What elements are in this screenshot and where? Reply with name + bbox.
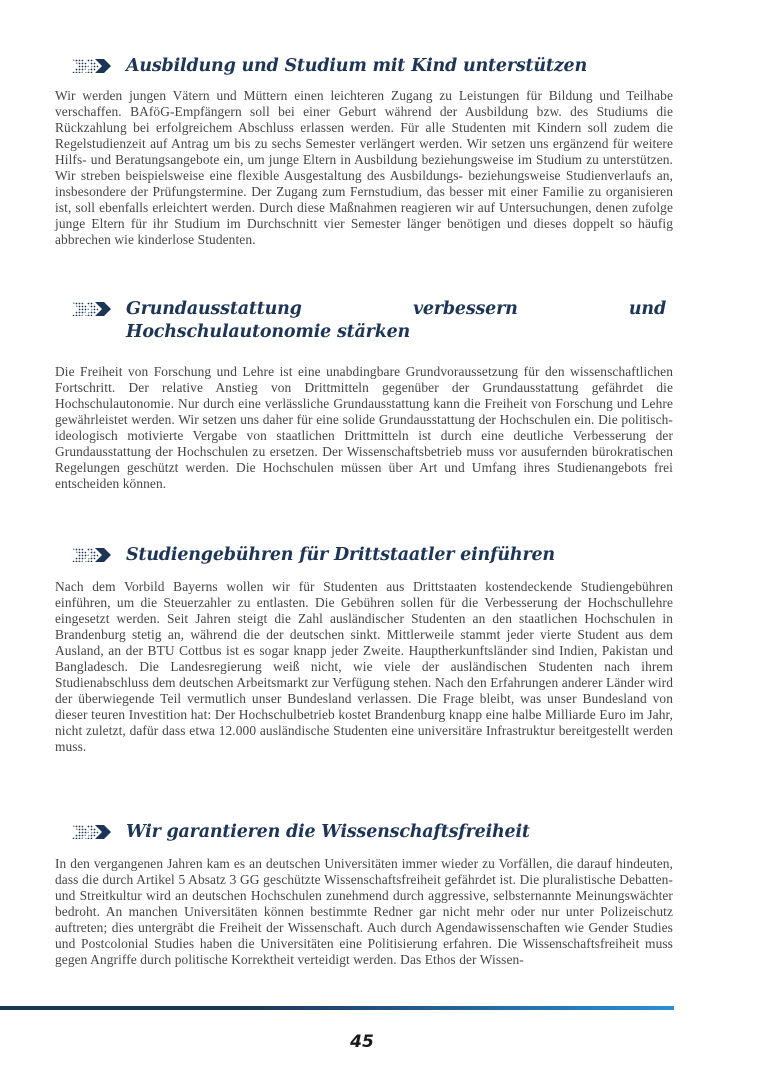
chevron-arrows-icon bbox=[72, 825, 112, 839]
chevron-arrows-icon bbox=[72, 548, 112, 562]
section-body-text: Nach dem Vorbild Bayerns wollen wir für Studenten aus Drittstaaten kostendeckende Studiengebühren einführen, um die Steuerzahler zu entlasten. Die Gebühren sollen für die Verbesserung der Hochschullehre eingesetzt werden. Seit Jahren steigt die Zahl ausländischer Studenten an den staatlichen Hochschulen in Brandenburg stetig an, während die der deutschen sinkt. Mittlerweile stammt jeder vierte Student aus dem Ausland, an der BTU Cottbus ist es sogar knapp jeder Zweite. Hauptherkunftsländer sind Indien, Pakistan und Bangladesch. Die Landesregierung weiß nicht, wie viele der ausländischen Studenten nach ihrem Studienabschluss dem deutschen Arbeitsmarkt zur Verfügung stehen. Nach den Erfahrungen anderer Länder wird der überwiegende Teil vermutlich unser Bundesland verlassen. Die Frage bleibt, was unser Bundesland von dieser teuren Investition hat: Der Hochschulbetrieb kostet Brandenburg knapp eine halbe Milliarde Euro im Jahr, nicht zuletzt, dafür dass etwa 12.000 ausländische Studenten eine universitäre Infrastruktur bereitgestellt werden muss. bbox=[55, 579, 673, 755]
section-heading bbox=[55, 544, 673, 567]
section-title: Wir garantieren die Wissenschaftsfreiheit bbox=[126, 822, 530, 842]
section-body-text: Die Freiheit von Forschung und Lehre ist eine unabdingbare Grundvoraussetzung für den wissenschaftlichen Fortschritt. Der relative Anstieg von Drittmitteln gegenüber der Grundausstattung gefährdet die Hochschulautonomie. Nur durch eine verlässliche Grundausstattung kann die Freiheit von Forschung und Lehre gewährleistet werden. Wir setzen uns daher für eine solide Grundausstattung der Hochschulen ein. Die politisch-ideologisch motivierte Vergabe von staatlichen Drittmitteln ist durch eine deutliche Verbesserung der Grundausstattung der Hochschulen zu ersetzen. Der Wissenschaftsbetrieb muss vor ausufernden bürokratischen Regelungen geschützt werden. Die Hochschulen müssen über Art und Umfang ihres Studienangebots frei entscheiden können. bbox=[55, 364, 673, 492]
section-grundausstattung bbox=[55, 298, 673, 492]
footer-rule bbox=[0, 1006, 674, 1010]
section-heading bbox=[55, 298, 673, 344]
section-title: Studiengebühren für Drittstaatler einführen bbox=[126, 545, 555, 565]
page-number: 45 bbox=[350, 1032, 374, 1052]
chevron-arrows-icon bbox=[72, 302, 112, 316]
section-heading bbox=[55, 821, 673, 844]
chevron-arrows-icon bbox=[72, 59, 112, 73]
section-ausbildung-studium bbox=[55, 55, 673, 248]
section-studiengebuehren bbox=[55, 544, 673, 756]
section-title: Grundausstattung verbessern und Hochschulautonomie stärken bbox=[126, 299, 666, 342]
section-heading bbox=[55, 55, 673, 78]
section-title: Ausbildung und Studium mit Kind unterstützen bbox=[126, 56, 588, 76]
section-body-text: Wir werden jungen Vätern und Müttern einen leichteren Zugang zu Leistungen für Bildung und Teilhabe verschaffen. BAföG-Empfängern soll bei einer Geburt während der Ausbildung bzw. des Studiums die Rückzahlung bei erfolgreichem Abschluss erlassen werden. Für alle Studenten mit Kindern soll zudem die Regelstudienzeit auf Antrag um bis zu sechs Semester verlängert werden. Wir setzen uns ergänzend für weitere Hilfs- und Beratungsangebote ein, um junge Eltern in Ausbildung beziehungsweise im Studium zu unterstützen. Wir streben beispielsweise eine flexible Ausgestaltung des Ausbildungs- beziehungsweise Studienverlaufs an, insbesondere der Prüfungstermine. Der Zugang zum Fernstudium, das besser mit einer Familie zu organisieren ist, soll ebenfalls erleichtert werden. Durch diese Maßnahmen reagieren wir auf Untersuchungen, denen zufolge junge Eltern für ihr Studium im Durchschnitt vier Semester länger benötigen und dieses doppelt so häufig abbrechen wie kinderlose Studenten. bbox=[55, 88, 673, 248]
section-body-text: In den vergangenen Jahren kam es an deutschen Universitäten immer wieder zu Vorfällen, die darauf hindeuten, dass die durch Artikel 5 Absatz 3 GG geschützte Wissenschaftsfreiheit gefährdet ist. Die pluralistische Debatten- und Streitkultur wird an deutschen Hochschulen zunehmend durch aggressive, selbsternannte Meinungswächter bedroht. An manchen Universitäten können bestimmte Redner gar nicht mehr oder nur unter Polizeischutz auftreten; dies untergräbt die Freiheit der Wissenschaft. Auch durch Agendawissenschaften wie Gender Studies und Postcolonial Studies haben die Universitäten eine Politisierung erfahren. Die Wissenschaftsfreiheit muss gegen Angriffe durch politische Korrektheit verteidigt werden. Das Ethos der Wissen- bbox=[55, 856, 673, 968]
section-wissenschaftsfreiheit bbox=[55, 821, 673, 968]
